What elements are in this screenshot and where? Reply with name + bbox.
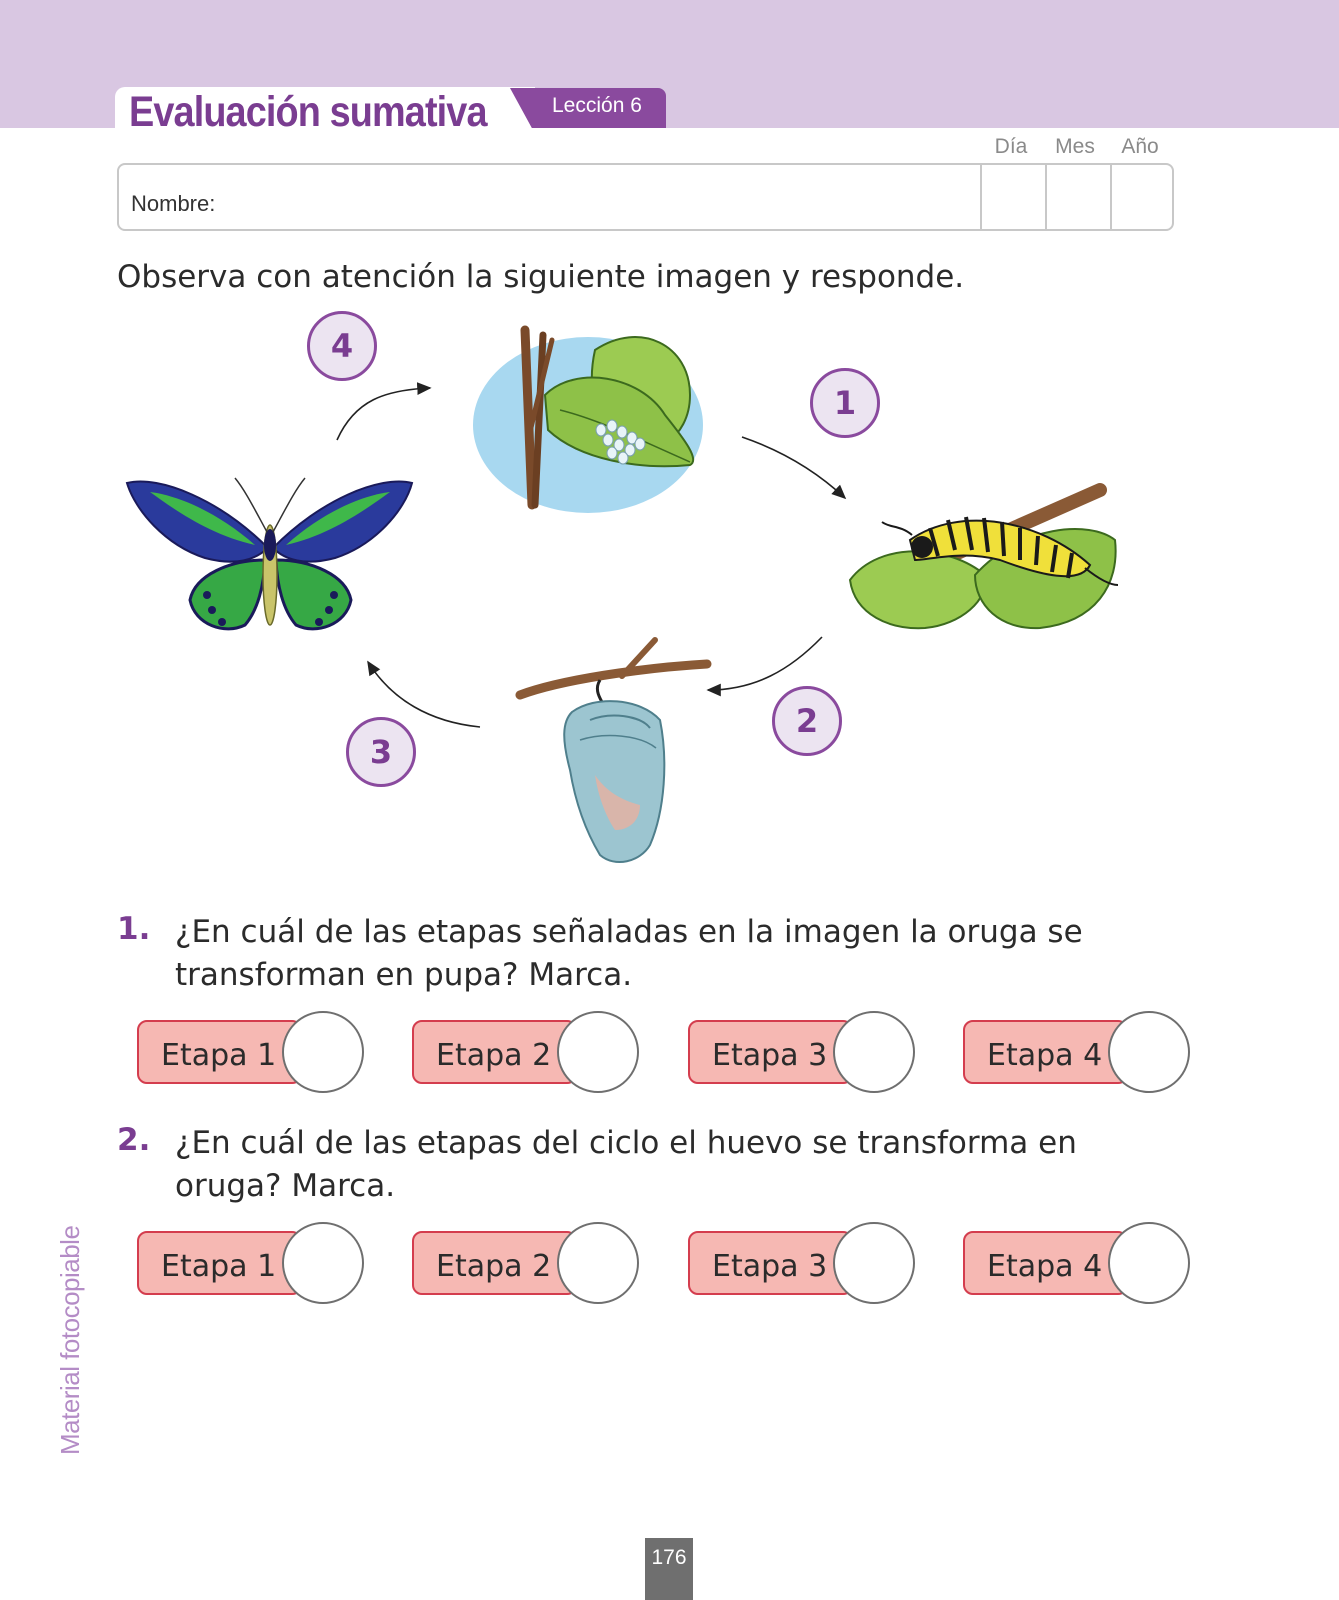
q1-option-etapa-4[interactable] [963,1011,1193,1093]
q1-option-etapa-1[interactable] [137,1011,367,1093]
option-pill [137,1231,302,1295]
answer-circle[interactable] [833,1011,915,1093]
answer-circle[interactable] [282,1222,364,1304]
side-label: Material fotocopiable [55,1225,85,1455]
option-pill [688,1020,853,1084]
day-header: Día [994,135,1028,158]
year-field[interactable] [1110,165,1177,229]
stage-number-2: 2 [772,686,842,756]
q2-option-etapa-2[interactable] [412,1222,642,1304]
page-number: 176 [651,1546,687,1569]
day-field[interactable] [980,165,1047,229]
option-label: Etapa 4 [987,1249,1103,1284]
page-title: Evaluación sumativa [129,88,487,136]
option-pill [412,1020,577,1084]
caterpillar-image [850,490,1118,628]
answer-circle[interactable] [282,1011,364,1093]
stage-number-4: 4 [307,311,377,381]
answer-circle[interactable] [557,1222,639,1304]
month-header: Mes [1055,135,1095,158]
answer-circle[interactable] [833,1222,915,1304]
option-label: Etapa 1 [161,1249,277,1284]
question-text: ¿En cuál de las etapas señaladas en la imagen la oruga se transforman en pupa? Marca. [175,914,1083,993]
life-cycle-illustration [0,300,1339,880]
q2-option-etapa-3[interactable] [688,1222,918,1304]
option-pill [963,1231,1128,1295]
lesson-label: Lección 6 [552,94,642,117]
option-label: Etapa 3 [712,1249,828,1284]
answer-circle[interactable] [1108,1011,1190,1093]
question-number: 2. [117,1122,151,1158]
stage-number-1: 1 [810,368,880,438]
answer-circle[interactable] [557,1011,639,1093]
option-pill [137,1020,302,1084]
answer-circle[interactable] [1108,1222,1190,1304]
option-label: Etapa 2 [436,1038,552,1073]
q2-option-etapa-4[interactable] [963,1222,1193,1304]
name-field[interactable] [117,163,1174,231]
name-label: Nombre: [131,191,216,216]
question-number: 1. [117,911,151,947]
option-label: Etapa 4 [987,1038,1103,1073]
option-label: Etapa 3 [712,1038,828,1073]
arrow-4 [337,388,430,440]
arrow-2 [708,637,822,690]
option-pill [963,1020,1128,1084]
option-label: Etapa 1 [161,1038,277,1073]
arrow-1 [742,437,845,498]
option-label: Etapa 2 [436,1249,552,1284]
page-number-box [645,1538,693,1600]
butterfly-image [127,478,412,629]
option-pill [688,1231,853,1295]
year-header: Año [1121,135,1159,158]
option-pill [412,1231,577,1295]
q1-option-etapa-3[interactable] [688,1011,918,1093]
question-text: ¿En cuál de las etapas del ciclo el huevo se transforma en oruga? Marca. [175,1125,1077,1204]
q2-option-etapa-1[interactable] [137,1222,367,1304]
stage-number-3: 3 [346,717,416,787]
eggs-on-leaf-image [473,330,703,513]
chrysalis-image [520,640,707,862]
q1-option-etapa-2[interactable] [412,1011,642,1093]
month-field[interactable] [1045,165,1112,229]
instruction-text: Observa con atención la siguiente imagen y responde. [117,259,965,295]
